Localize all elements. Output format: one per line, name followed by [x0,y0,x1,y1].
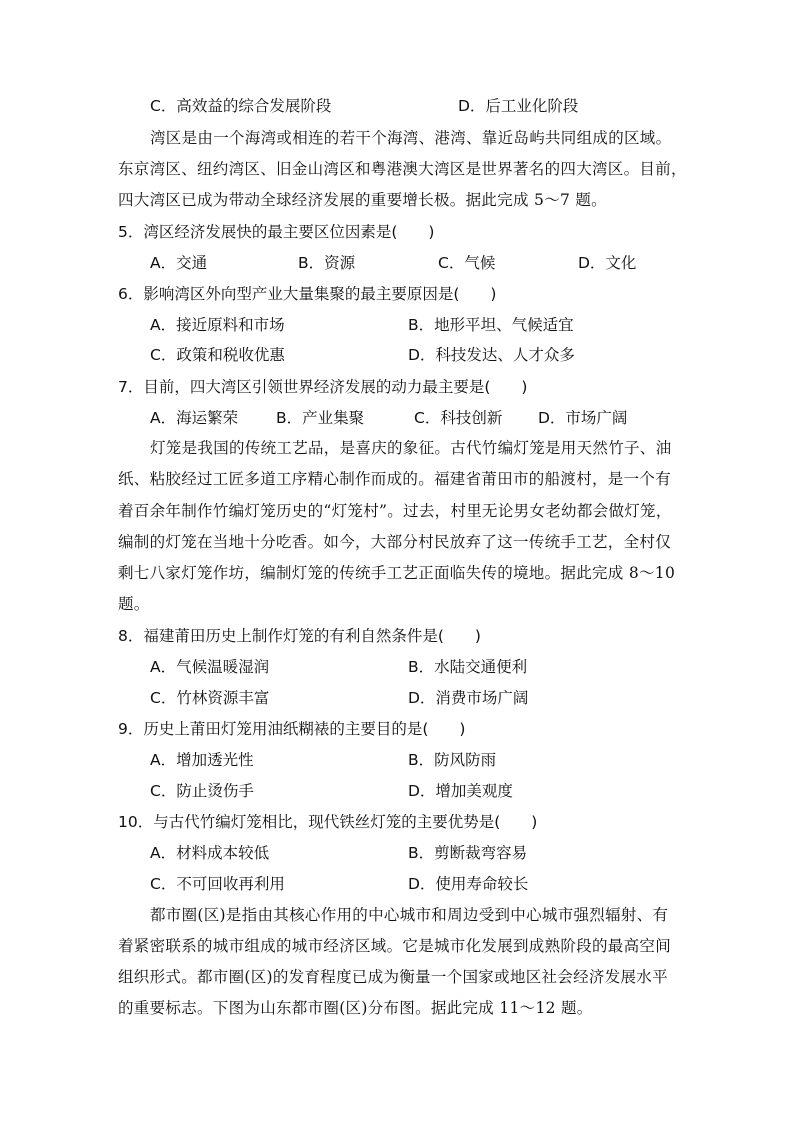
q10-option-c: C．不可回收再利用 [150,875,285,893]
passage-2-line-4: 编制的灯笼在当地十分吃香。如今，大部分村民放弃了这一传统手工艺，全村仅 [118,533,672,551]
question-6-stem: 6．影响湾区外向型产业大量集聚的最主要原因是( ) [118,285,497,303]
q9-option-d: D．增加美观度 [408,782,513,800]
passage-1-line-2: 东京湾区、纽约湾区、旧金山湾区和粤港澳大湾区是世界著名的四大湾区。目前， [118,160,687,178]
q7-option-a: A．海运繁荣 [150,409,239,427]
q5-option-b: B．资源 [298,254,356,272]
question-8-stem: 8．福建莆田历史上制作灯笼的有利自然条件是( ) [118,627,481,645]
q10-option-b: B．剪断裁弯容易 [408,844,528,862]
option-d: D．后工业化阶段 [458,97,579,115]
q7-option-b: B．产业集聚 [276,409,365,427]
question-9-stem: 9．历史上莆田灯笼用油纸糊裱的主要目的是( ) [118,720,466,738]
q10-option-d: D．使用寿命较长 [408,875,529,893]
q7-option-c: C．科技创新 [414,409,503,427]
passage-2-line-6: 题。 [118,595,150,613]
q9-option-c: C．防止烫伤手 [150,782,254,800]
passage-2-line-2: 纸、粘胶经过工匠多道工序精心制作而成的。福建省莆田市的船渡村，是一个有 [118,470,672,488]
q6-option-d: D．科技发达、人才众多 [408,346,575,364]
passage-3-line-1: 都市圈(区)是指由其核心作用的中心城市和周边受到中心城市强烈辐射、有 [150,906,669,924]
question-7-stem: 7．目前，四大湾区引领世界经济发展的动力最主要是( ) [118,378,528,396]
passage-2-line-5: 剩七八家灯笼作坊，编制灯笼的传统手工艺正面临失传的境地。据此完成 8～10 [118,564,676,582]
question-5-stem: 5．湾区经济发展快的最主要区位因素是( ) [118,223,435,241]
passage-1-line-1: 湾区是由一个海湾或相连的若干个海湾、港湾、靠近岛屿共同组成的区域。 [150,129,672,147]
passage-2-line-1: 灯笼是我国的传统工艺品，是喜庆的象征。古代竹编灯笼是用天然竹子、油 [150,439,672,457]
passage-3-line-4: 的重要标志。下图为山东都市圈(区)分布图。据此完成 11～12 题。 [118,999,593,1017]
q5-option-d: D．文化 [578,254,637,272]
passage-2-line-3: 着百余年制作竹编灯笼历史的“灯笼村”。过去，村里无论男女老幼都会做灯笼， [118,502,672,520]
q8-option-b: B．水陆交通便利 [408,658,528,676]
q8-option-c: C．竹林资源丰富 [150,689,270,707]
passage-3-line-2: 着紧密联系的城市组成的城市经济区域。它是城市化发展到成熟阶段的最高空间 [118,937,672,955]
q6-option-b: B．地形平坦、气候适宜 [408,316,574,334]
q9-option-a: A．增加透光性 [150,751,254,769]
question-10-stem: 10．与古代竹编灯笼相比，现代铁丝灯笼的主要优势是( ) [118,813,538,831]
passage-1-line-3: 四大湾区已成为带动全球经济发展的重要增长极。据此完成 5～7 题。 [118,191,607,209]
q7-option-d: D．市场广阔 [538,409,628,427]
passage-3-line-3: 组织形式。都市圈(区)的发育程度已成为衡量一个国家或地区社会经济发展水平 [118,968,668,986]
q10-option-a: A．材料成本较低 [150,844,270,862]
q5-option-a: A．交通 [150,254,208,272]
q6-option-c: C．政策和税收优惠 [150,346,285,364]
q8-option-a: A．气候温暖湿润 [150,658,270,676]
q5-option-c: C．气候 [438,254,496,272]
q6-option-a: A．接近原料和市场 [150,316,285,334]
option-c: C．高效益的综合发展阶段 [150,97,332,115]
q8-option-d: D．消费市场广阔 [408,689,529,707]
q9-option-b: B．防风防雨 [408,751,497,769]
